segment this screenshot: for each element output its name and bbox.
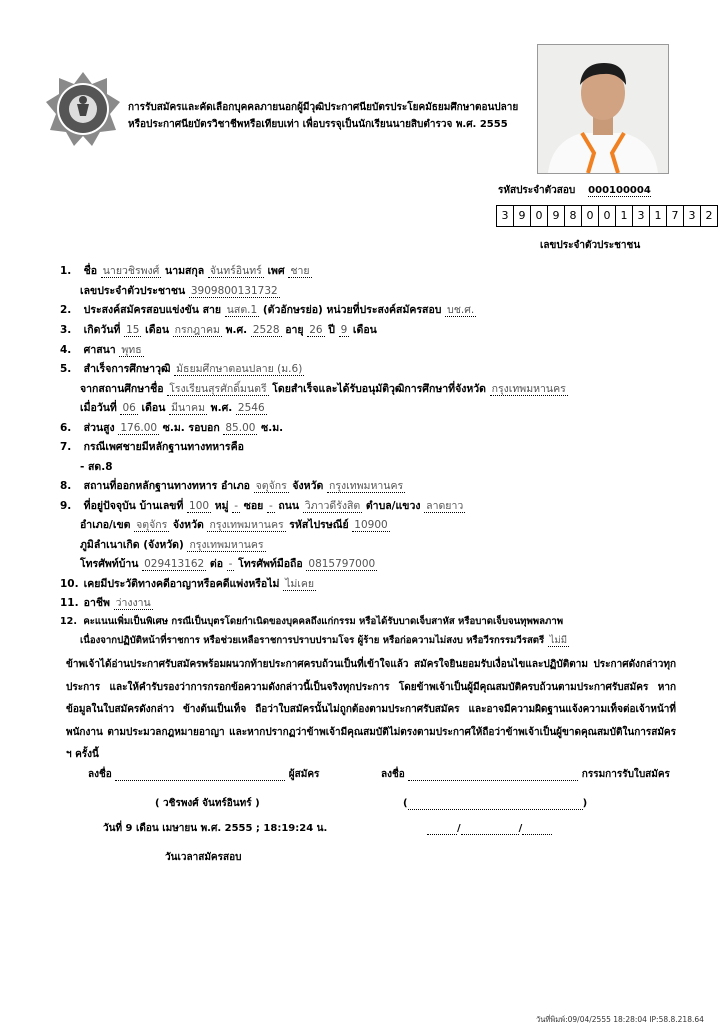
field-label [408,780,578,781]
field-label: สถานที่ออกหลักฐานทางทหาร อำเภอ [83,480,250,492]
field-label: ภูมิลำเนาเกิด (จังหวัด) [80,539,184,551]
field-value: 029413162 [144,558,205,570]
field-label: ลงชื่อ [88,769,112,780]
first-name: นายวชิรพงศ์ [102,265,160,277]
field-label [427,834,457,835]
field-label: ซอย [243,500,264,512]
field-5b [80,380,568,397]
field-value: กรุงเทพมหานคร [189,539,264,551]
field-value: 2528 [252,324,280,336]
field-value: 06 [122,402,136,414]
field-label: 6. [60,422,72,434]
field-8 [60,477,405,494]
field-label: ลงชื่อ [381,769,405,780]
field-1 [60,262,312,279]
field-value: โรงเรียนสุรศักดิ์มนตรี [169,383,267,395]
field-10 [60,575,316,592]
id-digit-box: 0 [530,205,548,227]
field-label: อำเภอ/เขต [80,519,131,531]
field-label: 4. [60,344,72,356]
id-digit-box: 0 [581,205,599,227]
field-label: โทรศัพท์บ้าน [80,558,139,570]
exam-code-value: 000100004 [588,185,651,196]
field-label: จังหวัด [172,519,204,531]
committee-signature-line [381,768,670,781]
field-label: 10. [60,578,79,590]
field-11 [60,594,153,611]
field-label: สำเร็จการศึกษาวุฒิ [83,363,171,375]
field-value: - [228,558,233,570]
field-7b: - สด.8 [80,461,113,473]
field-label: / [518,823,523,834]
id-digit-box: 2 [700,205,718,227]
committee-date-line [427,822,552,835]
id-digit-box: 8 [564,205,582,227]
field-label: กรณีเพศชายมีหลักฐานทางทหารคือ [83,441,244,453]
field-value: ไม่มี [549,635,568,646]
field-label: ศาสนา [83,344,116,356]
field-value: 85.00 [225,422,256,434]
id-digit-box: 1 [649,205,667,227]
application-datetime: วันที่ 9 เดือน เมษายน พ.ศ. 2555 ; 18:19:24 น. [103,823,328,834]
field-value: กรุงเทพมหานคร [491,383,566,395]
field-value: บช.ศ. [447,304,475,316]
field-label [522,834,552,835]
field-1b [80,282,280,299]
field-label: ) [582,798,588,809]
field-value: 176.00 [120,422,158,434]
field-value: พุทธ [121,344,142,356]
field-label: 5. [60,363,72,375]
field-label: 3. [60,324,72,336]
field-label: จังหวัด [292,480,324,492]
header-line-2: หรือประกาศนียบัตรวิชาชีพหรือเทียบเท่า เพื่อบรรจุเป็นนักเรียนนายสิบตำรวจ พ.ศ. 2555 [128,119,508,130]
field-label: ชื่อ [83,265,98,277]
field-label: เดือน [145,324,170,336]
declaration-text: ข้าพเจ้าได้อ่านประกาศรับสมัครพร้อมผนวกท้ายประกาศครบถ้วนเป็นที่เข้าใจแล้ว สมัครใจยินยอมรับเงื่อนไขและปฏิบัติตาม ประกาศดังกล่าวทุกประการ และให้คำรับรองว่าการกรอกข้อความดังกล่าวนี้เป็นจริงทุกประการ โดยข้าพเจ้าเป็นผู้มีคุณสมบัติครบถ้วนตามประกาศรับสมัคร หากข้อมูลในใบสมัครดังกล่าว ข้างต้นเป็นเท็จ ถือว่าใบสมัครนั้นไม่ถูกต้องตามประกาศรับสมัคร และอาจมีความผิดฐานแจ้งความเท็จต่อเจ้าหน้าที่พนักงาน ตามประมวลกฎหมายอาญา และหากปรากฏว่าข้าพเจ้ามีคุณสมบัติไม่ตรงตามประกาศให้ถือว่าข้าพเจ้าเป็นผู้ขาดคุณสมบัติในการสมัคร ฯ ครั้งนี้ [66,659,676,760]
field-label: เลขประจำตัวประชาชน [80,285,186,297]
field-label: 12. [60,616,77,627]
field-3 [60,321,377,338]
field-value: วิภาวดีรังสิต [304,500,361,512]
field-value: จตุจักร [136,519,168,531]
field-label: เมื่อวันที่ [80,402,117,414]
id-digit-box: 3 [496,205,514,227]
field-label: นามสกุล [165,265,205,277]
field-label: หมู่ [214,500,229,512]
field-label [461,834,519,835]
field-value: นสต.1 [226,304,258,316]
field-9 [60,497,465,514]
police-logo [44,70,122,148]
field-value: 2546 [237,402,265,414]
field-label: ส่วนสูง [83,422,115,434]
exam-code-label: รหัสประจำตัวสอบ [498,185,576,196]
field-label [115,780,285,781]
field-label: 11. [60,597,79,609]
field-value: 9 [340,324,348,336]
field-12 [60,614,563,629]
field-label: อาชีพ [83,597,110,609]
id-digit-box: 9 [513,205,531,227]
id-digit-box: 3 [683,205,701,227]
field-label: อายุ [285,324,304,336]
id-caption: เลขประจำตัวประชาชน [540,240,641,251]
field-6 [60,419,283,436]
surname: จันทร์อินทร์ [209,265,262,277]
field-4 [60,341,144,358]
datetime-caption: วันเวลาสมัครสอบ [165,852,242,863]
field-label: ผู้สมัคร [288,769,320,780]
id-digit-box: 3 [632,205,650,227]
field-9c [80,536,266,553]
id-digit-box: 0 [598,205,616,227]
field-label: 7. [60,441,72,453]
field-value: กรุงเทพมหานคร [209,519,284,531]
field-label: พ.ศ. [225,324,248,336]
field-label: เดือน [352,324,377,336]
field-label: ปี [328,324,335,336]
field-value: - [268,500,273,512]
field-label: เดือน [141,402,166,414]
field-label: ตำบล/แขวง [365,500,421,512]
field-value: 15 [126,324,140,336]
sex: ชาย [290,265,310,277]
field-label: ซ.ม. รอบอก [162,422,220,434]
field-label [408,809,583,810]
field-label: รหัสไปรษณีย์ [289,519,349,531]
field-value: 0815797000 [308,558,376,570]
field-value: กรุงเทพมหานคร [328,480,404,492]
field-label: โทรศัพท์มือถือ [238,558,303,570]
id-digit-box: 1 [615,205,633,227]
field-value: ไม่เคย [285,578,315,590]
field-label: เนื่องจากปฏิบัติหน้าที่ราชการ หรือช่วยเหลือราชการปราบปรามโจร ผู้ร้าย หรือก่อความไม่สงบ หรือวีรกรรมวีรสตรี [80,635,545,646]
applicant-signature-line [88,768,319,781]
citizen-id: 3909800131732 [190,285,278,297]
id-digit-box: 7 [666,205,684,227]
field-label: / [457,823,461,834]
id-digit-box: 9 [547,205,565,227]
field-label: ถนน [278,500,300,512]
field-label: ที่อยู่ปัจจุบัน บ้านเลขที่ [83,500,184,512]
field-2 [60,301,476,318]
field-label: คะแนนเพิ่มเป็นพิเศษ กรณีเป็นบุตรโดยกำเนิดของบุคคลถึงแก่กรรม หรือได้รับบาดเจ็บสาหัส หรือบาดเจ็บจนทุพพลภาพ [83,616,564,627]
field-9b [80,516,390,533]
field-label: 8. [60,480,72,492]
field-label: (ตัวอักษรย่อ) หน่วยที่ประสงค์สมัครสอบ [262,304,442,316]
field-label: 9. [60,500,72,512]
field-value: กรกฎาคม [174,324,220,336]
field-label: ซ.ม. [261,422,284,434]
field-5 [60,360,304,377]
field-value: 10900 [354,519,388,531]
field-label: ต่อ [209,558,224,570]
field-label: ประสงค์สมัครสอบแข่งขัน สาย [83,304,222,316]
applicant-photo [537,44,669,174]
field-label: เคยมีประวัติทางคดีอาญาหรือคดีแพ่งหรือไม่ [83,578,280,590]
field-value: ลาดยาว [426,500,464,512]
field-label: จากสถานศึกษาชื่อ [80,383,164,395]
field-label: 1. [60,265,72,277]
field-value: ว่างงาน [115,597,151,609]
id-number-boxes [497,205,718,227]
field-12b [80,633,569,648]
field-value: 26 [309,324,323,336]
field-value: จตุจักร [255,480,287,492]
field-value: มัธยมศึกษาตอนปลาย (ม.6) [176,363,303,375]
field-9d [80,555,377,572]
field-7 [60,438,244,455]
field-label: 2. [60,304,72,316]
applicant-name: ( วชิรพงศ์ จันทร์อินทร์ ) [155,798,260,809]
field-label: เพศ [267,265,285,277]
field-label: ( [403,798,408,809]
field-label: เกิดวันที่ [83,324,121,336]
field-5c [80,399,267,416]
field-label: กรรมการรับใบสมัคร [581,769,670,780]
header-line-1: การรับสมัครและคัดเลือกบุคคลภายนอกผู้มีวุฒิประกาศนียบัตรประโยคมัธยมศึกษาตอนปลาย [128,102,519,113]
field-value: - [234,500,239,512]
print-info: วันที่พิมพ์:09/04/2555 18:28:04 IP:58.8.218.64 [536,1015,704,1024]
field-label: พ.ศ. [210,402,233,414]
field-label: โดยสำเร็จและได้รับอนุมัติวุฒิการศึกษาที่จังหวัด [272,383,486,395]
committee-name-line [403,797,587,810]
field-value: มีนาคม [171,402,206,414]
field-value: 100 [189,500,210,512]
